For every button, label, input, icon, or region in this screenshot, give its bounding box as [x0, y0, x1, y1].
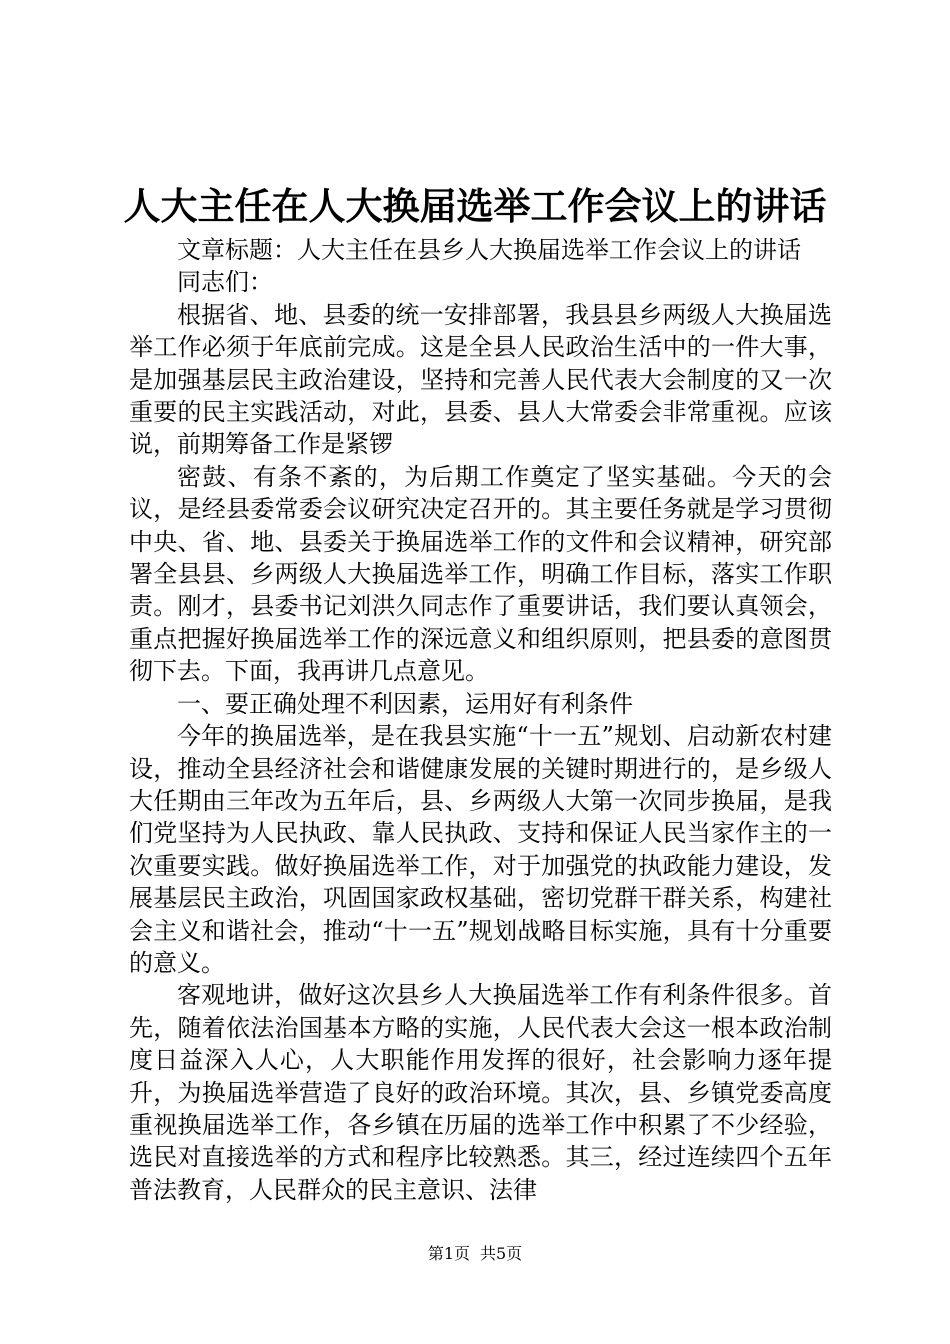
- paragraph-article-title: 文章标题：人大主任在县乡人大换届选举工作会议上的讲话: [177, 236, 801, 264]
- section-heading-1: 一、要正确处理不利因素，运用好有利条件: [177, 689, 633, 718]
- paragraph-1: 根据省、地、县委的统一安排部署，我县县乡两级人大换届选举工作必须于年底前完成。这是全县人民政治生活中的一件大事，是加强基层民主政治建设，坚持和完善人民代表大会制度的又一次重要的民主实践活动，对此，县委、县人大常委会非常重视。应该说，前期筹备工作是紧锣: [129, 300, 832, 459]
- paragraph-3: 今年的换届选举，是在我县实施“十一五”规划、启动新农村建设，推动全县经济社会和谐健康发展的关键时期进行的，是乡级人大任期由三年改为五年后，县、乡两级人大第一次同步换届，是我们党坚持为人民执政、靠人民执政、支持和保证人民当家作主的一次重要实践。做好换届选举工作，对于加强党的执政能力建设，发展基层民主政治，巩固国家政权基础，密切党群干群关系，构建社会主义和谐社会，推动“十一五”规划战略目标实施，具有十分重要的意义。: [129, 722, 832, 977]
- page-number: 第1页: [427, 1244, 470, 1263]
- paragraph-salutation: 同志们：: [177, 268, 273, 297]
- page-footer: [0, 1241, 950, 1267]
- page-total: 共5页: [480, 1244, 523, 1263]
- document-body: [129, 210, 832, 1206]
- document-title: 人大主任在人大换届选举工作会议上的讲话: [123, 184, 827, 228]
- paragraph-2: 密鼓、有条不紊的，为后期工作奠定了坚实基础。今天的会议，是经县委常委会议研究决定召开的。其主要任务就是学习贯彻中央、省、地、县委关于换届选举工作的文件和会议精神，研究部署全县县、乡两级人大换届选举工作，明确工作目标，落实工作职责。刚才，县委书记刘洪久同志作了重要讲话，我们要认真领会，重点把握好换届选举工作的深远意义和组织原则，把县委的意图贯彻下去。下面，我再讲几点意见。: [129, 462, 832, 686]
- paragraph-4: 客观地讲，做好这次县乡人大换届选举工作有利条件很多。首先，随着依法治国基本方略的实施，人民代表大会这一根本政治制度日益深入人心，人大职能作用发挥的很好，社会影响力逐年提升，为换届选举营造了良好的政治环境。其次，县、乡镇党委高度重视换届选举工作，各乡镇在历届的选举工作中积累了不少经验，选民对直接选举的方式和程序比较熟悉。其三，经过连续四个五年普法教育，人民群众的民主意识、法律: [129, 981, 832, 1204]
